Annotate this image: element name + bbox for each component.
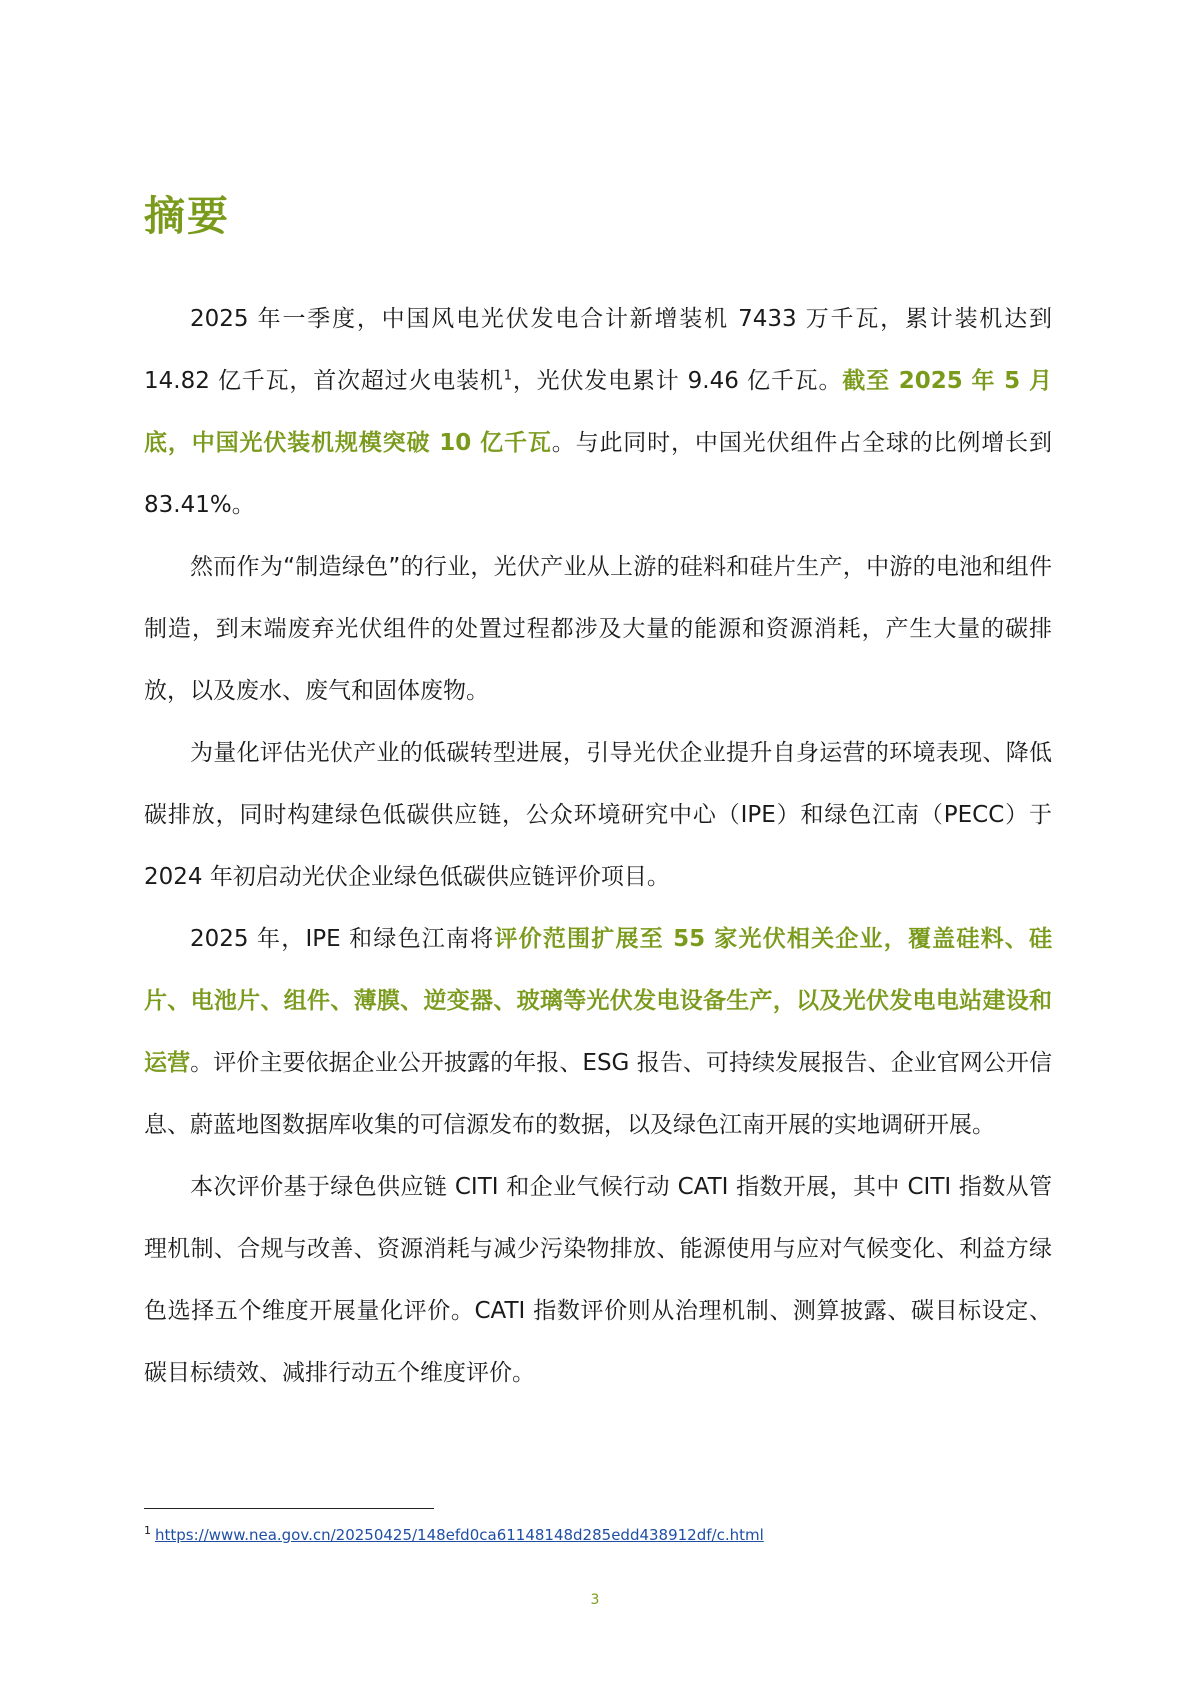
paragraph-1 (144, 288, 1052, 536)
p4-highlight: 评价范围扩展至 55 家光伏相关企业，覆盖硅料、硅片、电池片、组件、薄膜、逆变器、玻璃等光伏发电设备生产，以及光伏发电电站建设和运营 (144, 926, 1052, 1076)
section-title: 摘要 (144, 192, 230, 240)
abstract-body (144, 288, 1052, 1404)
p1-text-b: ，光伏发电累计 9.46 亿千瓦。 (512, 368, 843, 394)
footnote-divider (144, 1508, 434, 1509)
p1-highlight: 截至 2025 年 5 月底，中国光伏装机规模突破 10 亿千瓦 (144, 368, 1053, 456)
p4-text-b: 。评价主要依据企业公开披露的年报、ESG 报告、可持续发展报告、企业官网公开信息、蔚蓝地图数据库收集的可信源发布的数据，以及绿色江南开展的实地调研开展。 (144, 1050, 1053, 1138)
footnote-ref[interactable]: 1 (503, 368, 513, 384)
paragraph-5: 本次评价基于绿色供应链 CITI 和企业气候行动 CATI 指数开展，其中 CITI 指数从管理机制、合规与改善、资源消耗与减少污染物排放、能源使用与应对气候变化、利益方绿色选择五个维度开展量化评价。CATI 指数评价则从治理机制、测算披露、碳目标设定、碳目标绩效、减排行动五个维度评价。 (144, 1174, 1052, 1386)
page-number: 3 (590, 1592, 600, 1608)
paragraph-2: 然而作为“制造绿色”的行业，光伏产业从上游的硅料和硅片生产，中游的电池和组件制造，到末端废弃光伏组件的处置过程都涉及大量的能源和资源消耗，产生大量的碳排放，以及废水、废气和固体废物。 (144, 554, 1052, 704)
p1-text-c: 。与此同时，中国光伏组件占全球的比例增长到 83.41%。 (144, 430, 1052, 518)
p4-text-a: 2025 年，IPE 和绿色江南将 (190, 926, 495, 952)
paragraph-3: 为量化评估光伏产业的低碳转型进展，引导光伏企业提升自身运营的环境表现、降低碳排放，同时构建绿色低碳供应链，公众环境研究中心（IPE）和绿色江南（PECC）于 2024 年初启动光伏企业绿色低碳供应链评价项目。 (144, 740, 1052, 890)
p1-text-a: 2025 年一季度，中国风电光伏发电合计新增装机 7433 万千瓦，累计装机达到 14.82 亿千瓦，首次超过火电装机 (144, 306, 1052, 394)
footnote (144, 1520, 764, 1546)
paragraph-4 (144, 908, 1052, 1156)
footnote-link[interactable]: https://www.nea.gov.cn/20250425/148efd0ca61148148d285edd438912df/c.html (155, 1526, 764, 1544)
footnote-number: 1 (144, 1524, 151, 1537)
